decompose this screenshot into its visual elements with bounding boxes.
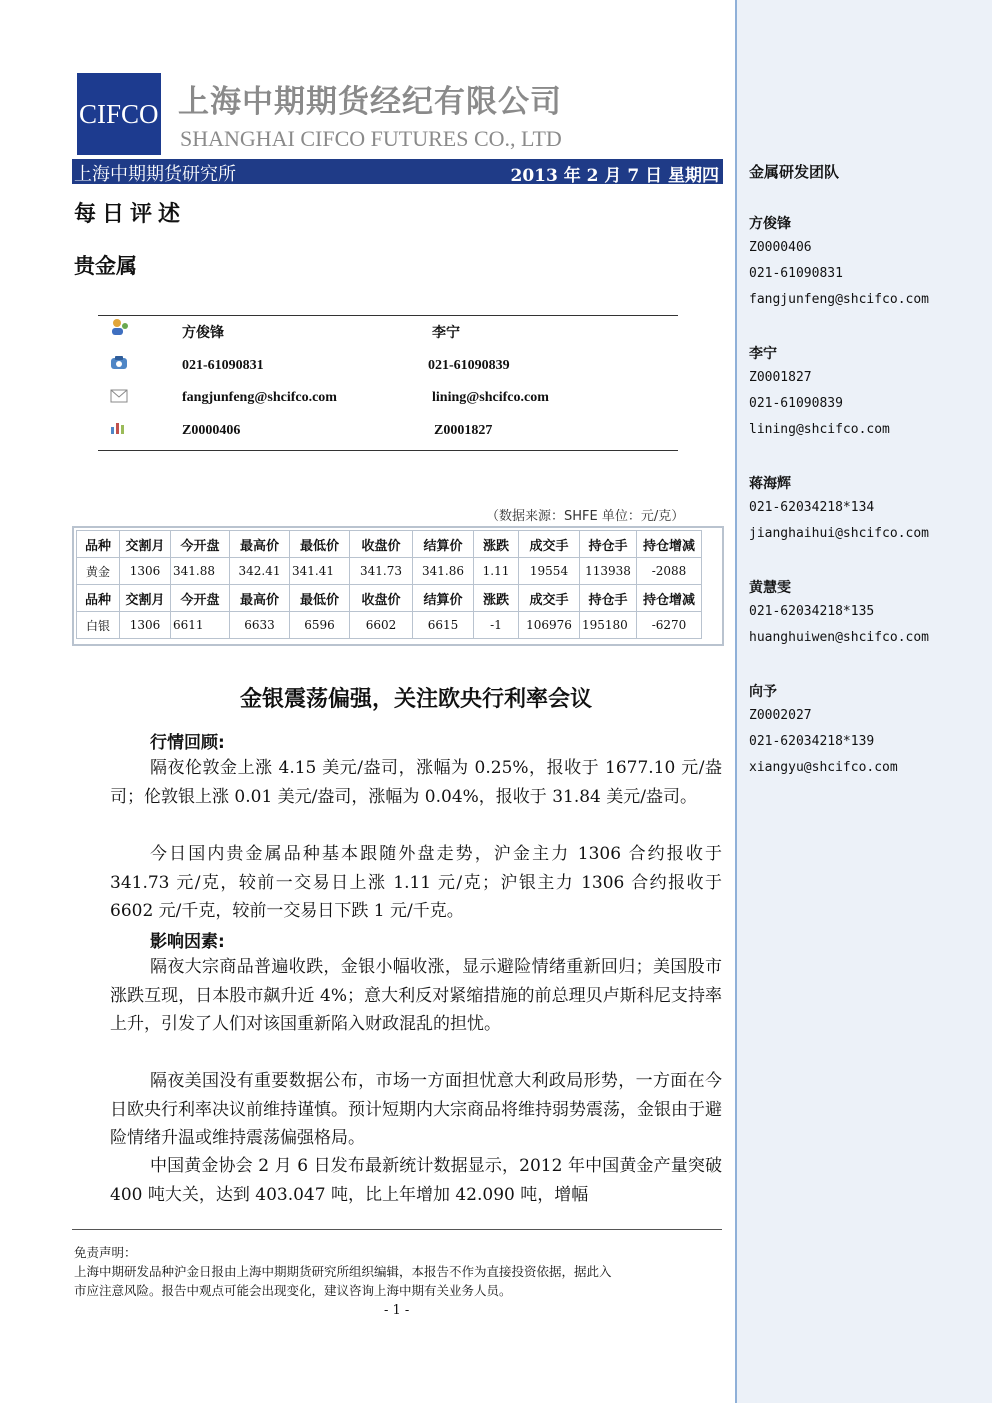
disclaimer-text: 上海中期研发品种沪金日报由上海中期期货研究所组织编辑，本报告不作为直接投资依据，据此入 — [74, 1264, 612, 1279]
table-header-cell: 品种 — [77, 585, 120, 612]
table-header-cell: 收盘价 — [350, 585, 413, 612]
company-logo: CIFCO — [77, 73, 161, 155]
sidebar-member-name: 黄慧雯 — [749, 580, 791, 596]
sidebar-member-email[interactable]: jianghaihui@shcifco.com — [749, 526, 930, 541]
table-header-cell: 持仓增减 — [637, 531, 702, 558]
table-cell: 113938 — [580, 558, 637, 585]
table-header-row — [77, 531, 702, 558]
analyst-email[interactable]: lining@shcifco.com — [432, 390, 549, 405]
table-cell: -1 — [474, 612, 519, 639]
quote-table — [76, 530, 702, 639]
table-header-cell: 涨跌 — [474, 585, 519, 612]
disclaimer-text: 市应注意风险。报告中观点可能会出现变化，建议咨询上海中期有关业务人员。 — [74, 1283, 512, 1298]
table-header-cell: 今开盘 — [171, 531, 230, 558]
person-icon — [110, 318, 130, 340]
table-cell: 19554 — [519, 558, 580, 585]
section-heading: 行情回顾: — [150, 733, 225, 753]
table-cell: 6602 — [350, 612, 413, 639]
sidebar-member-phone: 021-61090839 — [749, 396, 843, 411]
analyst-id: Z0001827 — [434, 423, 493, 438]
table-header-cell: 持仓手 — [580, 585, 637, 612]
table-header-cell: 收盘价 — [350, 531, 413, 558]
sidebar-member-email[interactable]: huanghuiwen@shcifco.com — [749, 630, 930, 645]
sidebar-member-phone: 021-62034218*139 — [749, 734, 875, 749]
report-type-heading: 每日评述 — [74, 201, 187, 227]
table-header-cell: 涨跌 — [474, 531, 519, 558]
table-header-cell: 最低价 — [290, 531, 350, 558]
section-heading: 影响因素: — [150, 932, 225, 952]
table-cell: 白银 — [77, 612, 120, 639]
table-cell: 342.41 — [230, 558, 290, 585]
sidebar-member-name: 向予 — [749, 684, 777, 700]
table-row — [77, 612, 702, 639]
header-bar — [72, 159, 723, 184]
mail-icon — [110, 389, 128, 407]
table-header-cell: 品种 — [77, 531, 120, 558]
analyst-id: Z0000406 — [182, 423, 241, 438]
category-heading: 贵金属 — [74, 253, 137, 278]
sidebar-member-id: Z0001827 — [749, 370, 812, 385]
table-header-cell: 最高价 — [230, 585, 290, 612]
table-cell: 黄金 — [77, 558, 120, 585]
sidebar-member-email[interactable]: xiangyu@shcifco.com — [749, 760, 898, 775]
data-source-note: （数据来源：SHFE 单位：元/克） — [486, 509, 685, 524]
table-header-cell: 交割月 — [120, 531, 171, 558]
sidebar-member-name: 蒋海辉 — [749, 476, 791, 492]
sidebar-team-title: 金属研发团队 — [749, 163, 840, 181]
sidebar-panel — [735, 0, 992, 1403]
disclaimer-title: 免责声明： — [74, 1245, 137, 1260]
table-header-cell: 结算价 — [413, 585, 474, 612]
table-cell: 195180 — [580, 612, 637, 639]
table-header-cell: 结算价 — [413, 531, 474, 558]
table-cell: 1306 — [120, 612, 171, 639]
paragraph: 中国黄金协会 2 月 6 日发布最新统计数据显示，2012 年中国黄金产量突破 400 吨大关，达到 403.047 吨，比上年增加 42.090 吨，增幅 — [110, 1156, 722, 1205]
paragraph: 今日国内贵金属品种基本跟随外盘走势，沪金主力 1306 合约报收于 341.73 元/克，较前一交易日上涨 1.11 元/克；沪银主力 1306 合约报收于 6602 元/千克，较前一交易日下跌 1 元/千克。 — [110, 844, 722, 921]
sidebar-member-phone: 021-61090831 — [749, 266, 843, 281]
sidebar-member-id: Z0002027 — [749, 708, 812, 723]
report-date: 2013 年 2 月 7 日 星期四 — [510, 166, 719, 186]
phone-icon — [110, 355, 128, 375]
page-number: - 1 - — [384, 1303, 410, 1318]
paragraph: 隔夜大宗商品普遍收跌，金银小幅收涨，显示避险情绪重新回归；美国股市涨跌互现，日本股市飙升近 4%；意大利反对紧缩措施的前总理贝卢斯科尼支持率上升，引发了人们对该国重新陷入财政混乱的担忧。 — [110, 957, 722, 1034]
table-header-cell: 成交手 — [519, 585, 580, 612]
table-cell: -2088 — [637, 558, 702, 585]
sidebar-member-phone: 021-62034218*135 — [749, 604, 875, 619]
table-header-row — [77, 585, 702, 612]
table-cell: 341.41 — [290, 558, 350, 585]
footer-divider — [72, 1229, 722, 1230]
analyst-name: 李宁 — [432, 326, 460, 341]
article-title: 金银震荡偏强，关注欧央行利率会议 — [239, 686, 592, 712]
table-header-cell: 成交手 — [519, 531, 580, 558]
paragraph: 隔夜美国没有重要数据公布，市场一方面担忧意大利政局形势，一方面在今日欧央行利率决议前维持谨慎。预计短期内大宗商品将维持弱势震荡，金银由于避险情绪升温或维持震荡偏强格局。 — [110, 1071, 722, 1148]
table-cell: 341.73 — [350, 558, 413, 585]
paragraph: 隔夜伦敦金上涨 4.15 美元/盎司，涨幅为 0.25%，报收于 1677.10 元/盎司；伦敦银上涨 0.01 美元/盎司，涨幅为 0.04%，报收于 31.84 美元/盎司。 — [110, 758, 722, 807]
table-row — [77, 558, 702, 585]
table-header-cell: 今开盘 — [171, 585, 230, 612]
table-cell: 106976 — [519, 612, 580, 639]
table-header-cell: 持仓手 — [580, 531, 637, 558]
sidebar-member-id: Z0000406 — [749, 240, 812, 255]
table-cell: 6611 — [171, 612, 230, 639]
table-cell: 6615 — [413, 612, 474, 639]
analyst-phone: 021-61090831 — [182, 358, 264, 373]
company-name-cn: 上海中期期货经纪有限公司 — [178, 84, 562, 120]
analyst-email[interactable]: fangjunfeng@shcifco.com — [182, 390, 337, 405]
table-header-cell: 持仓增减 — [637, 585, 702, 612]
table-cell: 341.86 — [413, 558, 474, 585]
table-cell: 6633 — [230, 612, 290, 639]
sidebar-member-phone: 021-62034218*134 — [749, 500, 875, 515]
table-cell: 341.88 — [171, 558, 230, 585]
table-header-cell: 最高价 — [230, 531, 290, 558]
sidebar-member-email[interactable]: lining@shcifco.com — [749, 422, 890, 437]
sidebar-member-name: 方俊锋 — [749, 216, 791, 232]
analyst-phone: 021-61090839 — [428, 358, 510, 373]
table-cell: 1306 — [120, 558, 171, 585]
table-cell: 6596 — [290, 612, 350, 639]
sidebar-member-name: 李宁 — [749, 346, 777, 362]
table-header-cell: 交割月 — [120, 585, 171, 612]
table-cell: -6270 — [637, 612, 702, 639]
chart-id-icon — [110, 419, 128, 439]
table-cell: 1.11 — [474, 558, 519, 585]
table-header-cell: 最低价 — [290, 585, 350, 612]
sidebar-member-email[interactable]: fangjunfeng@shcifco.com — [749, 292, 930, 307]
company-name-en: SHANGHAI CIFCO FUTURES CO., LTD — [180, 126, 562, 151]
analyst-name: 方俊锋 — [182, 326, 224, 341]
institute-name: 上海中期期货研究所 — [74, 164, 236, 185]
